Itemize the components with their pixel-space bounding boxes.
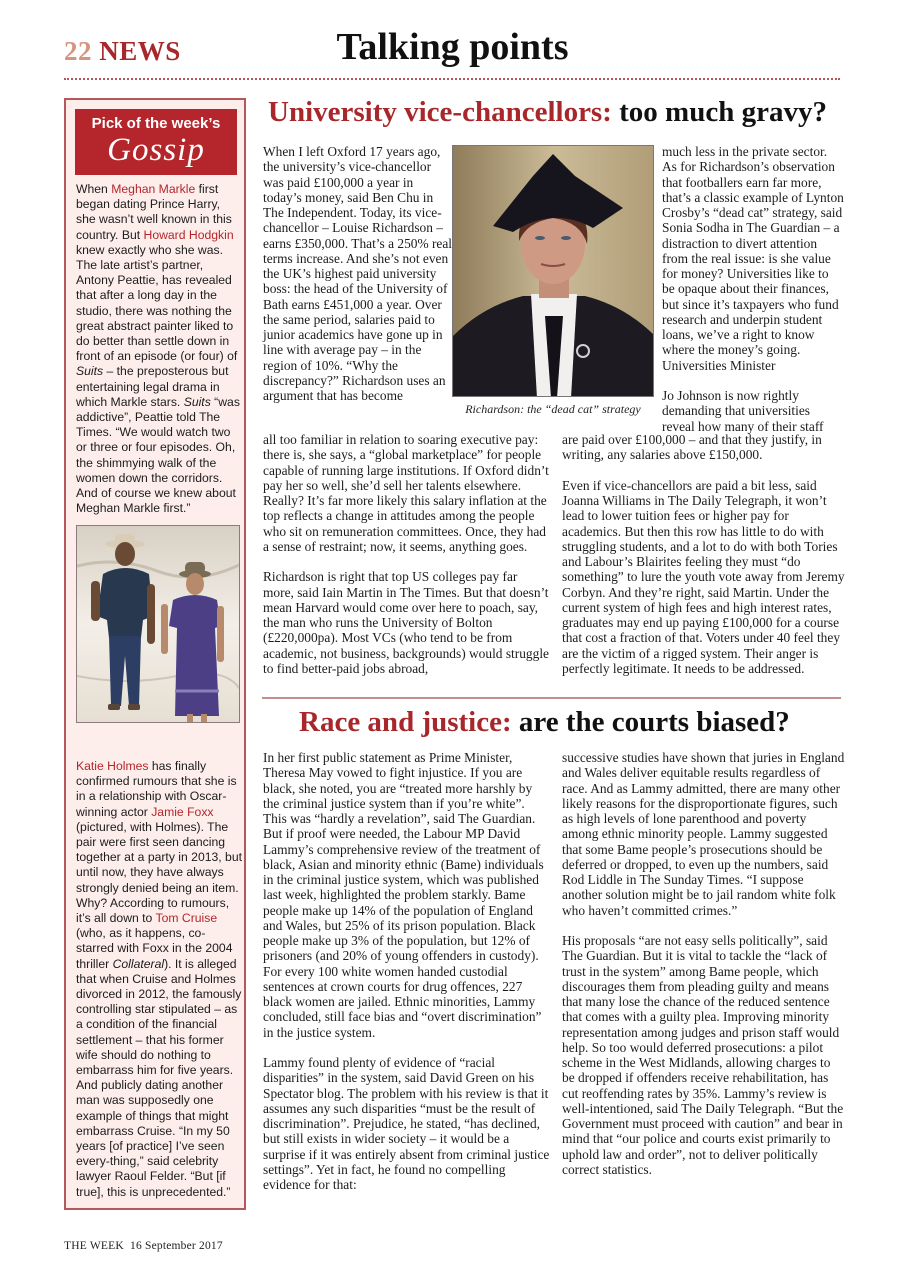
paragraph: His proposals “are not easy sells politically”, said The Guardian. But it is vital to tackle the “lack of trust in the system” among Bame people, which discourages them from pleading guilty and means that many lose the chance of the reduced sentence that comes with a guilty plea. Improving minority representation among judges and prison staff would help. So too would deferred prosecutions: a pilot scheme in the West Midlands, allowing charges to be dropped if offenders receive rehabilitation, has cut reoffending rates by 35%. Lammy’s review is well-intentioned, said The Daily Telegraph. “But the Government must proceed with caution” and bear in mind that “our police and courts exist primarily to uphold law and order”, not to deliver politically correct statistics. bbox=[562, 933, 844, 1177]
text: When bbox=[76, 182, 112, 196]
paragraph: successive studies have shown that juries in England and Wales deliver equitable results regardless of race. And as Lammy admitted, there are many other likely reasons for the disproportionate figures, such as high levels of lone parenthood and poverty among ethnic minority people. Lammy suggested that some Bame people’s prosecutions should be deferred or dropped, to even up the numbers, said Rod Liddle in The Sunday Times. “I suppose another solution might be to jail random white folk who haven’t committed crimes.” bbox=[562, 750, 845, 918]
article1-column-left-narrow bbox=[263, 144, 453, 403]
article-divider bbox=[262, 697, 841, 699]
headline-question: too much gravy? bbox=[611, 96, 827, 128]
text: knew exactly who she was. The late artist’s partner, Antony Peattie, has revealed that after a long day in the studio, there was nothing the great abstract painter liked to do better than settle down in front of an episode (or four) of bbox=[76, 242, 238, 364]
gossip-banner bbox=[75, 109, 237, 175]
text: ). It is alleged that when Cruise and Holmes divorced in 2012, the famously controlling star stipulated – as a condition of the financial settlement – that his former wife should do nothing to embarrass him for five years. And publicly dating another man was supposedly one example of things that might embarrass Cruise. “In my 50 years [of practice] I’ve seen every-thing,” said celebrity lawyer Raoul Felder. “But [if true], this is unprecedented.” bbox=[76, 956, 242, 1199]
header-dotted-rule bbox=[64, 78, 840, 80]
article1-column-right-narrow bbox=[662, 144, 844, 373]
richardson-photo bbox=[452, 145, 654, 397]
text: has finally confirmed rumours that she is in a relationship with Oscar-winning actor bbox=[76, 759, 237, 819]
film-title: Collateral bbox=[112, 956, 165, 971]
gossip-banner-word: Gossip bbox=[107, 132, 205, 168]
paragraph: When I left Oxford 17 years ago, the university’s vice-chancellor was paid £100,000 a year in today’s money, said Ben Chu in The Independent. Today, its vice-chancellor – Louise Richardson – earns £350,000. That’s a 250% real terms increase. And she’s not even the UK’s highest paid university boss: the head of the University of Bath earns £451,000 a year. Over the same period, salaries paid to junior academics have gone up in line with average pay – in the region of 10%. “Why the discrepancy?” Richardson uses an argument that has become bbox=[263, 144, 453, 403]
gossip-sidebar bbox=[64, 98, 246, 1210]
paragraph: In her first public statement as Prime Minister, Theresa May vowed to fight injustice. If you are black, she noted, you are “treated more harshly by the criminal justice system than if you’re white”. This was “hardly a revelation”, said The Guardian. But if proof were needed, the Labour MP David Lammy’s comprehensive review of the treatment of black, Asian and minority ethnic (Bame) individuals in the criminal justice system, which was published last week, highlighted the problem starkly. Bame people make up 14% of the population of England and Wales, but 25% of its prison population. Black people make up 3% of the population, but 12% of prisoners (and 20% of young offenders in custody). For every 100 white women handed custodial sentences at crown courts for drug offences, 227 black women are jailed. Ethnic minorities, Lammy concluded, still face bias and “overt discrimination” in the justice system. bbox=[263, 750, 544, 1040]
paragraph: Jo Johnson is now rightly demanding that universities reveal how many of their staff bbox=[662, 388, 824, 434]
article1-column-right-indented bbox=[662, 388, 844, 434]
article1-column-right-wide bbox=[562, 432, 846, 676]
article-headline-race-justice bbox=[299, 708, 790, 737]
gossip-item-holmes bbox=[76, 759, 242, 1200]
text: “was addictive”, Peattie told The Times. “We would watch two or three or four episodes. Oh, the shimmying walk of the women down the corridors. And of course we knew about Meghan Markle first.” bbox=[76, 394, 240, 516]
page-footer bbox=[64, 1240, 223, 1252]
show-title: Suits bbox=[76, 364, 104, 379]
page-number: 22 bbox=[64, 36, 92, 66]
article2-column-left bbox=[263, 750, 551, 1192]
publication-name: THE WEEK bbox=[64, 1240, 124, 1252]
paragraph: are paid over £100,000 – and that they justify, in writing, any salaries above £150,000. bbox=[562, 432, 822, 463]
article1-column-left-wide bbox=[263, 432, 549, 676]
text: (pictured, with Holmes). The pair were first seen dancing together at a party in 2013, but until now, they have always strongly denied being an item. Why? According to rumours, it’s all down to bbox=[76, 819, 243, 926]
foxx-holmes-photo bbox=[76, 525, 240, 723]
paragraph: Even if vice-chancellors are paid a bit less, said Joanna Williams in The Daily Telegraph, it won’t lead to lower tuition fees or higher pay for academics. But then this row has little to do with struggling students, and a lot to do with both Tories and Labour’s Blairites feeling they must “do something” to lure the youth vote away from Jeremy Corbyn. And they’re right, said Martin. Under the current system of high fees and high interest rates, graduates may end up paying £100,000 for a course that cost a fraction of that. Voters under 40 feel they are the victim of a rigged system. Their anger is perfectly legitimate. It needs to be addressed. bbox=[562, 477, 845, 676]
headline-question: are the courts biased? bbox=[511, 706, 790, 738]
text: (who, as it happens, co-starred with Foxx in the 2004 thriller bbox=[76, 926, 233, 971]
portrait-illustration bbox=[453, 146, 654, 397]
gossip-banner-top: Pick of the week’s bbox=[91, 115, 221, 132]
paragraph: Richardson is right that top US colleges pay far more, said Iain Martin in The Times. But that doesn’t mean Harvard would come over here to poach, say, the man who runs the University of Bolton (£220,000pa). Most VCs (who tend to be from academic, not business, backgrounds) would struggle to find better-paid jobs abroad, bbox=[263, 569, 549, 676]
section-name: NEWS bbox=[99, 36, 181, 66]
gossip-item-markle bbox=[76, 182, 242, 516]
highlight-name: Howard Hodgkin bbox=[143, 227, 234, 242]
text: – the preposterous but entertaining legal drama in which Markle stars. bbox=[76, 364, 229, 409]
article2-column-right bbox=[562, 750, 846, 1177]
show-title: Suits bbox=[183, 394, 211, 409]
couple-photo-illustration bbox=[77, 526, 240, 723]
highlight-name: Jamie Foxx bbox=[151, 804, 214, 819]
paragraph: all too familiar in relation to soaring executive pay: there is, she says, a “global marketplace” for people capable of running large institutions. If Oxford didn’t pay her so well, she’d sell her talents elsewhere. Really? It’s far more likely this salary inflation at the top reflects a change in attitudes among the people who sit on remuneration committees. Once, they had a sense of restraint; now, it seems, anything goes. bbox=[263, 432, 549, 554]
text: first began dating Prince Harry, she wasn’t well known in this country. But bbox=[76, 182, 232, 242]
page-title-text: Talking points bbox=[336, 26, 569, 68]
headline-topic: University vice-chancellors: bbox=[268, 96, 612, 128]
paragraph: much less in the private sector. As for Richardson’s observation that footballers earn far more, that’s a classic example of Lynton Crosby’s “dead cat” strategy, said Sonia Sodha in The Guardian – a distraction to divert attention from the real issue: is she value for money? Universities like to be opaque about their finances, but since it’s taxpayers who fund research and underpin student loans, we’ve a right to know where the money’s going. Universities Minister bbox=[662, 144, 844, 373]
highlight-name: Tom Cruise bbox=[155, 911, 218, 926]
photo-caption: Richardson: the “dead cat” strategy bbox=[465, 402, 641, 416]
paragraph: Lammy found plenty of evidence of “racial disparities” in the system, said David Green on his Spectator blog. The problem with his review is that it assumes any such disparities “must be the result of discrimination”. Prejudice, he stated, “has declined, but still exists in wider society – it would be a surprise if it was entirely absent from criminal justice settings”. Yet in fact, he found no compelling evidence for that: bbox=[263, 1055, 550, 1192]
page-title bbox=[0, 28, 905, 66]
highlight-name: Katie Holmes bbox=[76, 759, 149, 773]
highlight-name: Meghan Markle bbox=[111, 182, 196, 196]
issue-date: 16 September 2017 bbox=[130, 1240, 223, 1252]
article-headline-university bbox=[268, 98, 827, 127]
headline-topic: Race and justice: bbox=[299, 706, 512, 738]
